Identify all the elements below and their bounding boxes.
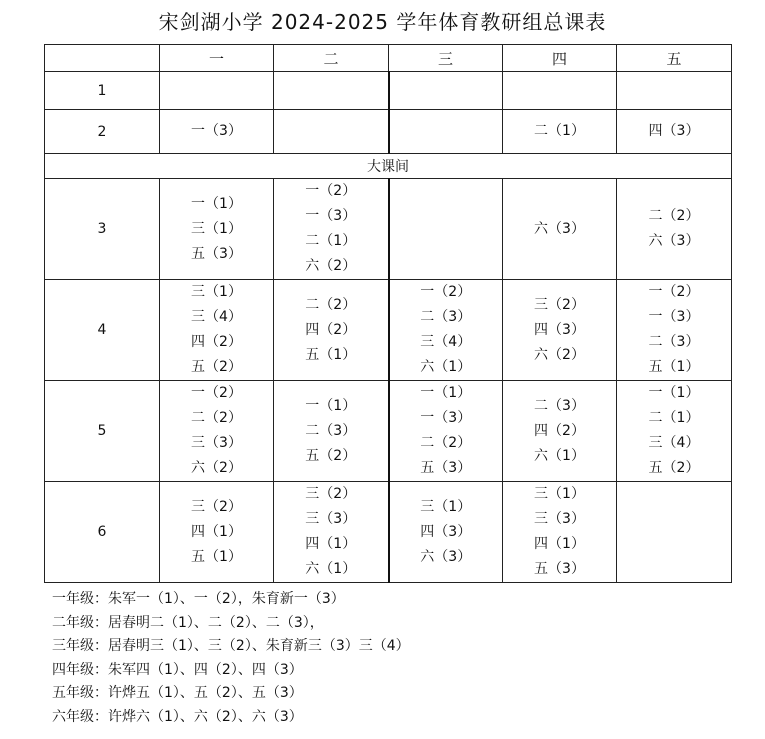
schedule-cell (389, 72, 503, 110)
class-entry: 六（3） (534, 220, 585, 237)
schedule-cell (389, 110, 503, 154)
class-entry: 五（2） (305, 447, 357, 464)
class-entry: 四（3） (648, 123, 700, 139)
day-header: 五 (617, 45, 732, 72)
class-entry: 五（3） (420, 460, 472, 476)
class-entry: 三（2） (534, 296, 585, 313)
class-entry: 一（1） (420, 385, 472, 401)
corner-cell (45, 45, 160, 72)
schedule-cell (274, 72, 389, 110)
schedule-cell (503, 110, 617, 154)
schedule-cell (160, 381, 274, 482)
class-entry: 五（2） (648, 460, 700, 476)
class-entry: 一（1） (648, 385, 700, 401)
class-entry: 一（2） (648, 284, 700, 300)
schedule-cell (160, 280, 274, 381)
schedule-cell (160, 72, 274, 110)
schedule-cell (503, 72, 617, 110)
schedule-cell (617, 179, 732, 280)
schedule-cell (160, 179, 274, 280)
schedule-cell (617, 482, 732, 583)
class-entry: 三（1） (191, 220, 242, 237)
note-grade-1: 一年级：朱军一（1）、一（2），朱育新一（3） (52, 591, 345, 607)
period-number: 5 (45, 381, 160, 482)
class-entry: 一（3） (305, 208, 357, 224)
note-grade-6: 六年级：许烨六（1）、六（2）、六（3） (52, 708, 303, 725)
note-grade-2: 二年级：居春明二（1）、二（2）、二（3）， (52, 614, 324, 631)
schedule-cell (617, 280, 732, 381)
day-header: 一 (160, 45, 274, 72)
class-entry: 一（2） (191, 385, 242, 401)
class-entry: 二（3） (420, 309, 472, 325)
class-entry: 五（2） (191, 359, 242, 375)
class-entry: 三（1） (534, 486, 585, 502)
schedule-cell (389, 381, 503, 482)
class-entry: 二（3） (534, 397, 585, 414)
class-entry: 五（3） (191, 245, 242, 262)
class-entry: 二（3） (648, 334, 700, 350)
schedule-cell (389, 179, 503, 280)
class-entry: 一（3） (420, 410, 472, 426)
class-entry: 六（3） (648, 233, 700, 249)
class-entry: 四（1） (534, 536, 585, 552)
class-entry: 六（2） (305, 258, 357, 274)
period-row (45, 482, 732, 583)
class-entry: 四（3） (534, 321, 585, 338)
note-grade-3: 三年级：居春明三（1）、三（2）、朱育新三（3）三（4） (52, 638, 410, 654)
class-entry: 一（2） (305, 183, 357, 199)
period-row (45, 381, 732, 482)
schedule-cell (160, 482, 274, 583)
day-header: 二 (274, 45, 389, 72)
class-entry: 六（1） (305, 561, 357, 577)
class-entry: 三（2） (191, 498, 242, 515)
schedule-cell (274, 381, 389, 482)
schedule-cell (617, 110, 732, 154)
schedule-table (44, 44, 732, 583)
schedule-cell (160, 110, 274, 154)
class-entry: 一（1） (305, 397, 357, 414)
period-number: 6 (45, 482, 160, 583)
class-entry: 二（1） (305, 233, 357, 249)
class-entry: 四（2） (191, 334, 242, 350)
class-entry: 二（2） (648, 208, 700, 224)
class-entry: 三（4） (420, 334, 472, 350)
class-entry: 三（1） (420, 498, 472, 515)
period-number: 3 (45, 179, 160, 280)
class-entry: 三（1） (191, 284, 242, 300)
class-entry: 三（4） (191, 309, 242, 325)
schedule-cell (389, 280, 503, 381)
period-row (45, 110, 732, 154)
class-entry: 六（3） (420, 548, 472, 565)
class-entry: 三（4） (648, 435, 700, 451)
period-row (45, 280, 732, 381)
schedule-cell (617, 381, 732, 482)
class-entry: 二（2） (191, 410, 242, 426)
schedule-cell (617, 72, 732, 110)
schedule-cell (503, 280, 617, 381)
schedule-cell (274, 482, 389, 583)
class-entry: 二（1） (534, 123, 585, 139)
class-entry: 六（1） (534, 447, 585, 464)
day-header: 四 (503, 45, 617, 72)
period-row (45, 179, 732, 280)
schedule-cell (503, 179, 617, 280)
class-entry: 一（2） (420, 284, 472, 300)
period-number: 2 (45, 110, 160, 154)
class-entry: 六（1） (420, 359, 472, 375)
period-number: 1 (45, 72, 160, 110)
class-entry: 三（3） (534, 511, 585, 527)
schedule-cell (389, 482, 503, 583)
class-entry: 三（3） (191, 435, 242, 451)
class-entry: 四（3） (420, 523, 472, 540)
class-entry: 一（1） (191, 195, 242, 212)
class-entry: 六（2） (534, 346, 585, 363)
class-entry: 四（2） (305, 321, 357, 338)
schedule-cell (274, 280, 389, 381)
class-entry: 一（3） (191, 123, 242, 139)
day-header: 三 (389, 45, 503, 72)
class-entry: 五（1） (191, 548, 242, 565)
schedule-cell (274, 110, 389, 154)
class-entry: 五（3） (534, 561, 585, 577)
class-entry: 六（2） (191, 460, 242, 476)
break-label: 大课间 (45, 154, 732, 179)
note-grade-5: 五年级：许烨五（1）、五（2）、五（3） (52, 685, 303, 701)
class-entry: 三（2） (305, 486, 357, 502)
header-row (45, 45, 732, 72)
class-entry: 四（1） (305, 536, 357, 552)
class-entry: 一（3） (648, 309, 700, 325)
page-title: 宋剑湖小学 2024-2025 学年体育教研组总课表 (158, 10, 607, 34)
schedule-cell (503, 482, 617, 583)
class-entry: 三（3） (305, 511, 357, 527)
note-grade-4: 四年级：朱军四（1）、四（2）、四（3） (52, 661, 303, 678)
class-entry: 五（1） (648, 359, 700, 375)
class-entry: 二（1） (648, 410, 700, 426)
class-entry: 二（2） (420, 435, 472, 451)
class-entry: 四（2） (534, 422, 585, 439)
teacher-assignment-notes (52, 588, 410, 729)
schedule-cell (274, 179, 389, 280)
period-row (45, 72, 732, 110)
break-row (45, 154, 732, 179)
schedule-cell (503, 381, 617, 482)
class-entry: 二（2） (305, 296, 357, 313)
schedule-body (45, 72, 732, 583)
class-entry: 四（1） (191, 523, 242, 540)
class-entry: 二（3） (305, 422, 357, 439)
period-number: 4 (45, 280, 160, 381)
class-entry: 五（1） (305, 346, 357, 363)
